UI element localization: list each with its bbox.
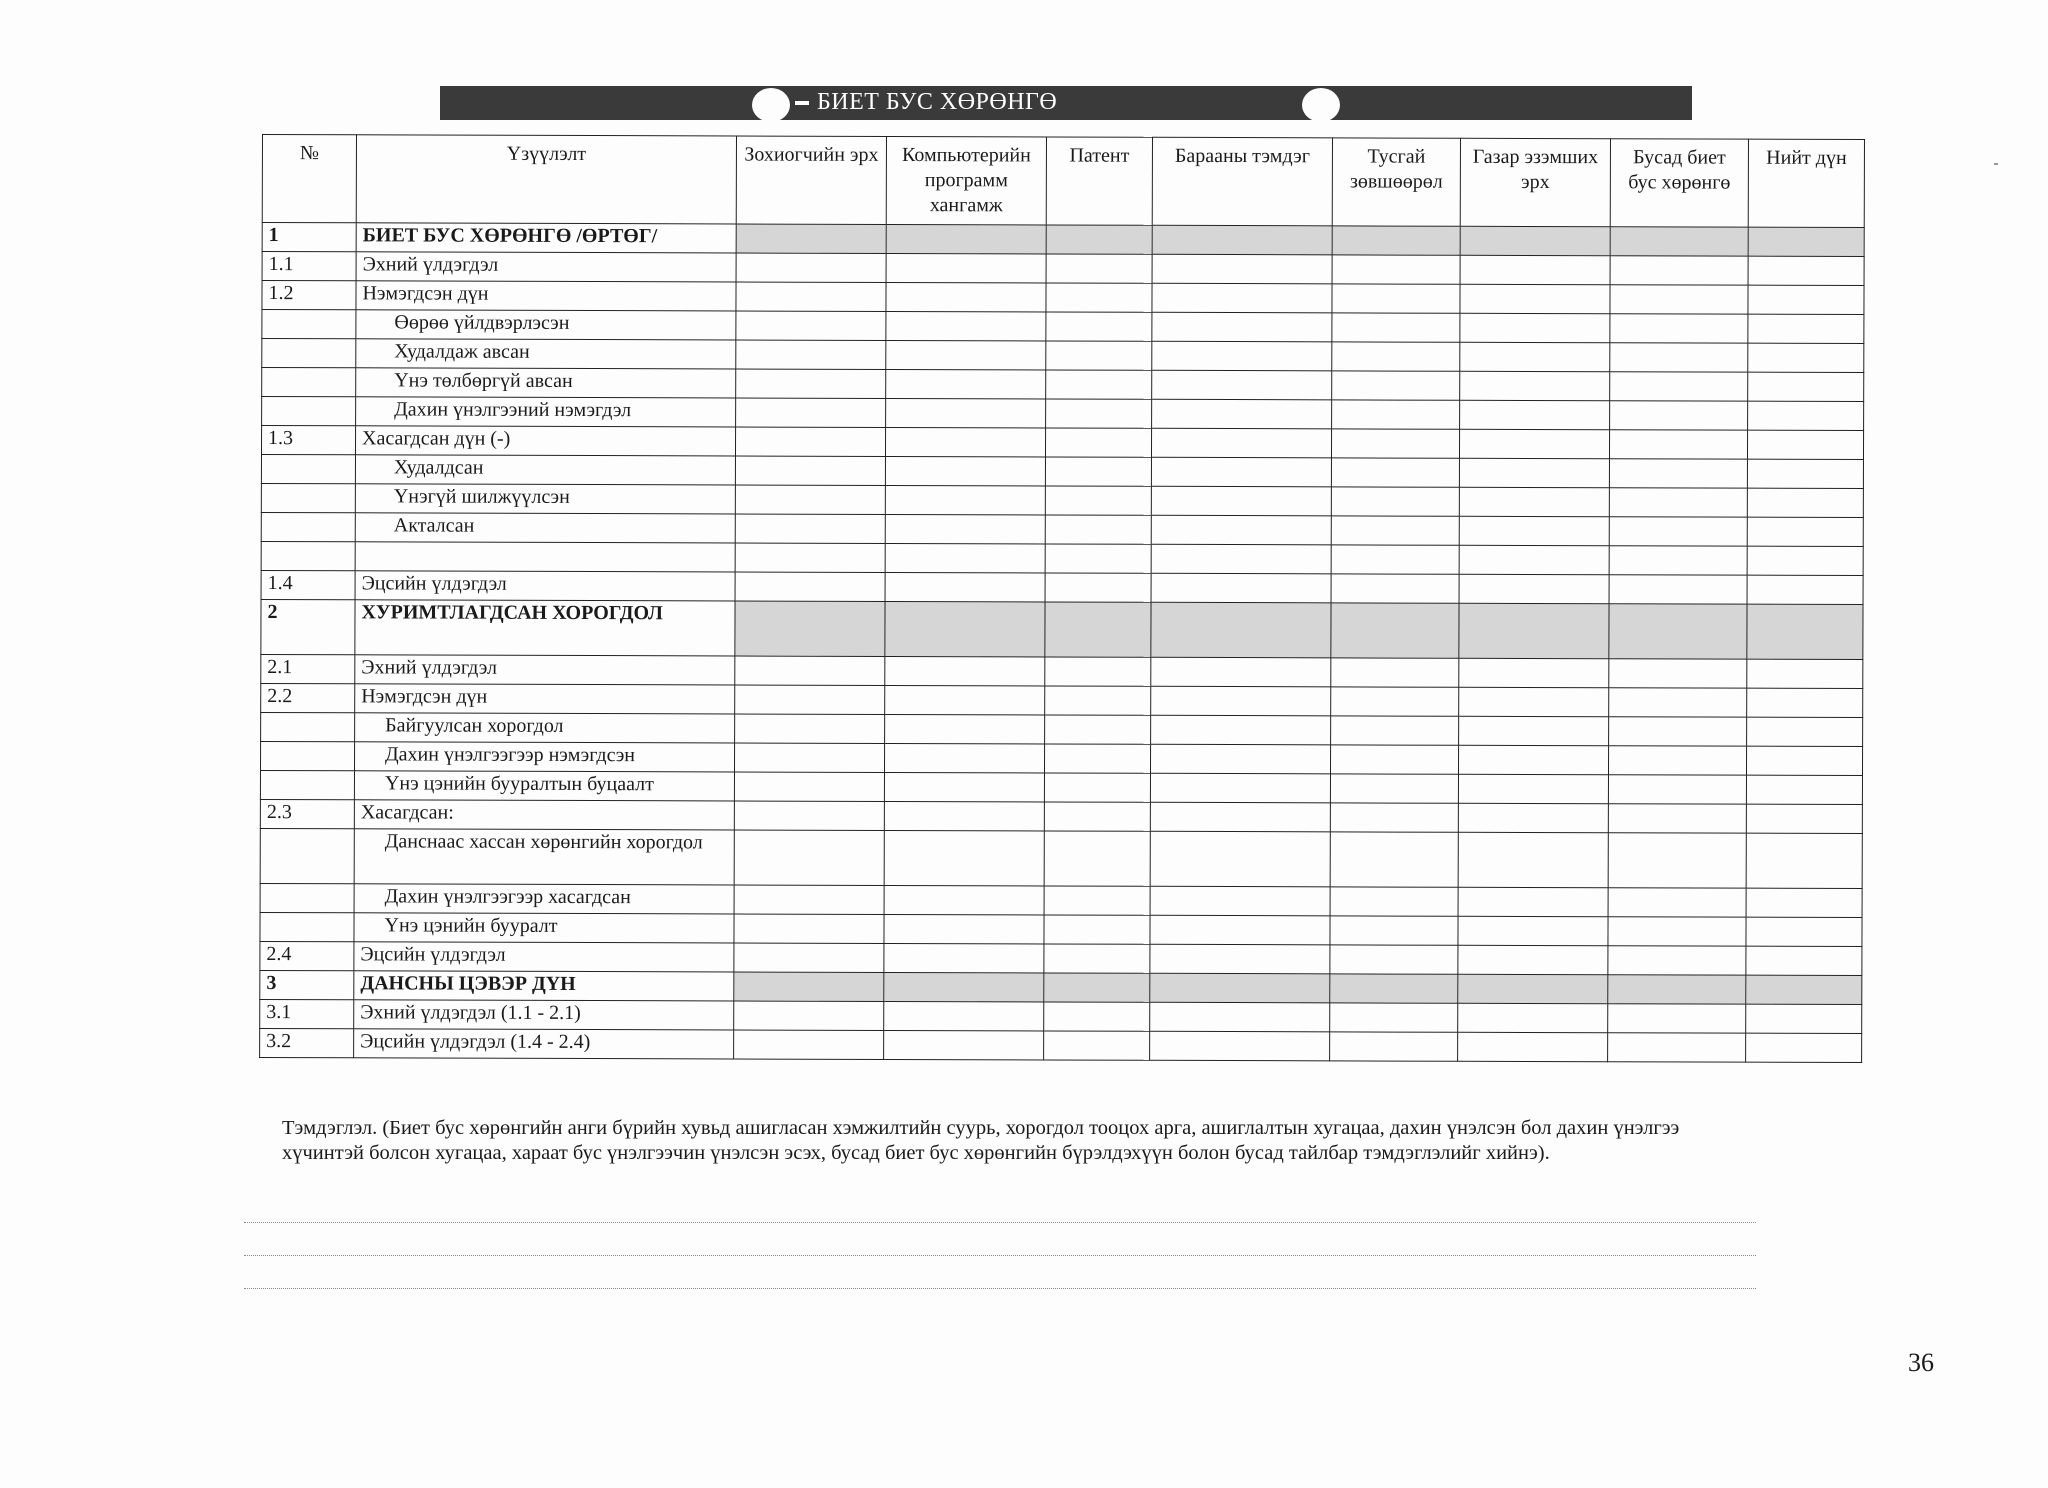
value-cell[interactable] [1609,430,1747,459]
value-cell[interactable] [1458,945,1608,974]
value-cell[interactable] [1609,546,1747,575]
row-label-cell: Хасагдсан: [354,800,734,830]
value-cell[interactable] [1151,428,1331,458]
value-cell[interactable] [1331,658,1459,687]
value-cell[interactable] [1044,802,1150,831]
value-cell[interactable] [736,224,886,253]
value-cell[interactable] [1609,604,1747,659]
value-cell[interactable] [1458,745,1608,774]
value-cell[interactable] [1150,886,1330,916]
value-cell[interactable] [885,572,1045,602]
value-cell[interactable] [884,772,1044,802]
fill-in-line [244,1288,1756,1289]
value-cell[interactable] [1459,716,1609,745]
value-cell[interactable] [1150,944,1330,974]
value-cell[interactable] [1151,515,1331,545]
value-cell[interactable] [735,601,885,656]
value-cell[interactable] [886,253,1046,283]
value-cell[interactable] [1458,974,1608,1003]
section-title: БИЕТ БУС ХӨРӨНГӨ [795,89,1057,116]
row-number-cell [261,541,355,570]
value-cell[interactable] [884,1001,1044,1031]
value-cell[interactable] [1610,372,1748,401]
value-cell[interactable] [1609,517,1747,546]
row-number-cell [260,828,354,883]
row-number-cell: 1.2 [262,281,356,310]
value-cell[interactable] [1044,1031,1150,1060]
value-cell[interactable] [735,543,885,572]
value-cell[interactable] [886,282,1046,312]
value-cell[interactable] [734,830,884,885]
section-title-bar [440,86,1692,120]
value-cell[interactable] [1331,545,1459,574]
value-cell[interactable] [1458,803,1608,832]
value-cell[interactable] [1746,1033,1862,1062]
value-cell[interactable] [1152,283,1332,313]
value-cell[interactable] [1152,312,1332,342]
value-cell[interactable] [884,943,1044,973]
value-cell[interactable] [1746,975,1862,1004]
value-cell[interactable] [1330,974,1458,1003]
value-cell[interactable] [735,656,885,685]
value-cell[interactable] [1459,545,1609,574]
row-label-cell: Нэмэгдсэн дүн [355,684,735,714]
value-cell[interactable] [1045,602,1151,657]
value-cell[interactable] [1610,314,1748,343]
value-cell[interactable] [1460,400,1610,429]
value-cell[interactable] [1609,459,1747,488]
value-cell[interactable] [734,743,884,772]
value-cell[interactable] [735,572,885,601]
value-cell[interactable] [884,972,1044,1002]
fill-in-line [244,1255,1756,1256]
value-cell[interactable] [885,714,1045,744]
table-row [260,1028,1862,1062]
value-cell[interactable] [1608,975,1746,1004]
intangible-assets-table [259,134,1865,1063]
value-cell[interactable] [1332,255,1460,284]
value-cell[interactable] [735,714,885,743]
value-cell[interactable] [1151,544,1331,574]
value-cell[interactable] [1746,917,1862,946]
value-cell[interactable] [1044,744,1150,773]
value-cell[interactable] [1746,746,1862,775]
value-cell[interactable] [885,427,1045,457]
value-cell[interactable] [1045,486,1151,515]
value-cell[interactable] [1331,687,1459,716]
value-cell[interactable] [1150,915,1330,945]
value-cell[interactable] [1608,1004,1746,1033]
value-cell[interactable] [1746,1004,1862,1033]
value-cell[interactable] [1459,487,1609,516]
value-cell[interactable] [1046,225,1152,254]
value-cell[interactable] [1608,1033,1746,1062]
value-cell[interactable] [1152,370,1332,400]
value-cell[interactable] [1746,888,1862,917]
value-cell[interactable] [1150,1031,1330,1061]
value-cell[interactable] [735,485,885,514]
value-cell[interactable] [1151,602,1331,658]
punch-hole [1302,88,1340,122]
header-other-intangibles: Бусад биет бус хөрөнгө [1610,139,1748,227]
value-cell[interactable] [1748,285,1864,314]
page-number: 36 [1908,1348,1934,1377]
table-row [260,828,1862,888]
value-cell[interactable] [1747,430,1863,459]
row-label-cell: Дахин үнэлгээний нэмэгдэл [356,397,736,427]
row-label-cell: ХУРИМТЛАГДСАН ХОРОГДОЛ [355,600,735,656]
value-cell[interactable] [1045,457,1151,486]
value-cell[interactable] [1608,917,1746,946]
row-number-cell [260,912,354,941]
value-cell[interactable] [734,1001,884,1030]
value-cell[interactable] [1152,399,1332,429]
row-number-cell [261,741,355,770]
row-label-cell: Эцсийн үлдэгдэл (1.4 - 2.4) [354,1029,734,1059]
header-indicator: Үзүүлэлт [356,135,736,224]
row-number-cell [260,770,354,799]
value-cell[interactable] [1150,773,1330,803]
value-cell[interactable] [884,801,1044,831]
value-cell[interactable] [1747,517,1863,546]
header-trademark: Барааны тэмдэг [1152,137,1332,226]
header-software: Компьютерийн программ хангамж [886,136,1046,225]
value-cell[interactable] [1044,831,1150,886]
value-cell[interactable] [1331,716,1459,745]
value-cell[interactable] [1746,804,1862,833]
value-cell[interactable] [736,369,886,398]
value-cell[interactable] [1044,1002,1150,1031]
value-cell[interactable] [1609,575,1747,604]
value-cell[interactable] [1748,343,1864,372]
value-cell[interactable] [1151,657,1331,687]
value-cell[interactable] [734,1030,884,1059]
value-cell[interactable] [1460,313,1610,342]
value-cell[interactable] [1459,603,1609,658]
value-cell[interactable] [1045,686,1151,715]
value-cell[interactable] [1747,546,1863,575]
value-cell[interactable] [1458,832,1608,887]
value-cell[interactable] [1045,544,1151,573]
value-cell[interactable] [1045,657,1151,686]
value-cell[interactable] [1458,916,1608,945]
value-cell[interactable] [1152,225,1332,255]
row-number-cell: 1.3 [261,426,355,455]
value-cell[interactable] [1610,401,1748,430]
value-cell[interactable] [885,456,1045,486]
value-cell[interactable] [1331,429,1459,458]
header-number: № [262,135,356,223]
value-cell[interactable] [1459,516,1609,545]
value-cell[interactable] [886,398,1046,428]
value-cell[interactable] [1332,226,1460,255]
value-cell[interactable] [1330,803,1458,832]
value-cell[interactable] [735,514,885,543]
row-label-cell: Худалдаж авсан [356,339,736,369]
value-cell[interactable] [735,427,885,456]
row-label-cell: Дахин үнэлгээгээр хасагдсан [354,884,734,914]
header-land-rights: Газар эзэмших эрх [1460,138,1610,226]
value-cell[interactable] [1150,831,1330,887]
value-cell[interactable] [884,1030,1044,1060]
value-cell[interactable] [1746,775,1862,804]
value-cell[interactable] [884,830,1044,886]
value-cell[interactable] [1608,946,1746,975]
table-header-row [262,135,1864,228]
row-label-cell: Эцсийн үлдэгдэл [355,571,735,601]
row-number-cell [262,397,356,426]
value-cell[interactable] [1044,973,1150,1002]
value-cell[interactable] [1610,343,1748,372]
row-label-cell: Эхний үлдэгдэл (1.1 - 2.1) [354,1000,734,1030]
value-cell[interactable] [1747,717,1863,746]
value-cell[interactable] [886,311,1046,341]
row-label-cell: Эхний үлдэгдэл [355,655,735,685]
value-cell[interactable] [1330,745,1458,774]
value-cell[interactable] [1330,1032,1458,1061]
value-cell[interactable] [1460,226,1610,255]
value-cell[interactable] [1045,515,1151,544]
row-number-cell [261,455,355,484]
fill-in-line [244,1222,1756,1223]
value-cell[interactable] [1331,574,1459,603]
row-number-cell: 1 [262,223,356,252]
value-cell[interactable] [1608,888,1746,917]
header-copyright: Зохиогчийн эрх [736,136,886,224]
value-cell[interactable] [885,543,1045,573]
row-label-cell: БИЕТ БУС ХӨРӨНГӨ /ӨРТӨГ/ [356,223,736,253]
row-number-cell: 3.1 [260,999,354,1028]
value-cell[interactable] [1608,804,1746,833]
row-number-cell: 2.4 [260,941,354,970]
value-cell[interactable] [886,340,1046,370]
row-label-cell: Данснаас хассан хөрөнгийн хорогдол [354,829,734,885]
value-cell[interactable] [1747,459,1863,488]
value-cell[interactable] [1046,254,1152,283]
value-cell[interactable] [884,914,1044,944]
value-cell[interactable] [736,311,886,340]
value-cell[interactable] [1152,341,1332,371]
value-cell[interactable] [1045,715,1151,744]
row-number-cell [261,712,355,741]
row-label-cell: Үнэ цэнийн бууралтын буцаалт [354,771,734,801]
value-cell[interactable] [886,369,1046,399]
punch-hole [752,88,790,122]
row-label-cell: Үнэ төлбөргүй авсан [356,368,736,398]
value-cell[interactable] [886,224,1046,254]
value-cell[interactable] [1748,372,1864,401]
value-cell[interactable] [1045,428,1151,457]
value-cell[interactable] [885,485,1045,515]
row-label-cell: Хасагдсан дүн (-) [355,426,735,456]
value-cell[interactable] [1748,256,1864,285]
value-cell[interactable] [1746,833,1862,888]
value-cell[interactable] [884,743,1044,773]
value-cell[interactable] [885,656,1045,686]
value-cell[interactable] [1460,371,1610,400]
value-cell[interactable] [1610,227,1748,256]
table-row [261,599,1863,659]
value-cell[interactable] [1045,573,1151,602]
value-cell[interactable] [1748,314,1864,343]
row-number-cell [262,368,356,397]
value-cell[interactable] [734,885,884,914]
value-cell[interactable] [1331,603,1459,658]
value-cell[interactable] [1610,285,1748,314]
value-cell[interactable] [1151,686,1331,716]
value-cell[interactable] [1458,1032,1608,1061]
row-number-cell: 2 [261,599,355,654]
value-cell[interactable] [1046,312,1152,341]
row-number-cell [261,512,355,541]
value-cell[interactable] [1331,487,1459,516]
value-cell[interactable] [1747,688,1863,717]
value-cell[interactable] [1330,1003,1458,1032]
value-cell[interactable] [1609,688,1747,717]
value-cell[interactable] [1460,284,1610,313]
row-label-cell: Эхний үлдэгдэл [356,252,736,282]
footnote: Тэмдэглэл. (Биет бус хөрөнгийн анги бүрийн хувьд ашигласан хэмжилтийн суурь, хорогдол тооцох арга, ашиглалтын хугацаа, дахин үнэлсэн бол дахин үнэлгээ хүчинтэй болсон хугацаа, хараат бус үнэлгээчин үнэлсэн эсэх, бусад биет бус хөрөнгийн бүрэлдэхүүн болон бусад тайлбар тэмдэглэлийг хийнэ). [282,1117,1680,1164]
value-cell[interactable] [1046,283,1152,312]
value-cell[interactable] [1330,916,1458,945]
row-label-cell: Байгуулсан хорогдол [355,713,735,743]
value-cell[interactable] [884,885,1044,915]
row-label-cell: Акталсан [355,513,735,543]
value-cell[interactable] [885,685,1045,715]
value-cell[interactable] [1151,486,1331,516]
table-body [260,223,1865,1063]
value-cell[interactable] [1331,516,1459,545]
value-cell[interactable] [1332,313,1460,342]
row-number-cell: 3 [260,970,354,999]
value-cell[interactable] [735,685,885,714]
value-cell[interactable] [1331,458,1459,487]
value-cell[interactable] [1150,744,1330,774]
row-label-cell: ДАНСНЫ ЦЭВЭР ДҮН [354,971,734,1001]
value-cell[interactable] [734,943,884,972]
value-cell[interactable] [1608,833,1746,888]
row-number-cell [262,310,356,339]
value-cell[interactable] [1332,284,1460,313]
row-label-cell: Нэмэгдсэн дүн [356,281,736,311]
row-number-cell: 1.4 [261,570,355,599]
value-cell[interactable] [1044,773,1150,802]
header-total: Нийт дүн [1748,139,1864,227]
row-number-cell: 1.1 [262,252,356,281]
value-cell[interactable] [1459,658,1609,687]
value-cell[interactable] [1046,341,1152,370]
value-cell[interactable] [1044,944,1150,973]
row-label-cell: Эцсийн үлдэгдэл [354,942,734,972]
value-cell[interactable] [1151,715,1331,745]
value-cell[interactable] [1150,802,1330,832]
value-cell[interactable] [1330,774,1458,803]
value-cell[interactable] [1460,342,1610,371]
value-cell[interactable] [1460,255,1610,284]
row-number-cell: 2.1 [261,654,355,683]
value-cell[interactable] [1748,401,1864,430]
value-cell[interactable] [1046,370,1152,399]
value-cell[interactable] [1459,687,1609,716]
row-label-cell: Өөрөө үйлдвэрлэсэн [356,310,736,340]
row-label-cell: Үнэгүй шилжүүлсэн [355,484,735,514]
value-cell[interactable] [1332,400,1460,429]
row-label-cell [355,542,735,572]
value-cell[interactable] [736,253,886,282]
row-number-cell [261,483,355,512]
value-cell[interactable] [735,456,885,485]
value-cell[interactable] [1746,946,1862,975]
row-number-cell: 3.2 [260,1028,354,1057]
value-cell[interactable] [1330,887,1458,916]
value-cell[interactable] [1459,429,1609,458]
row-label-cell: Үнэ цэнийн бууралт [354,913,734,943]
header-license: Тусгай зөвшөөрөл [1332,138,1460,226]
value-cell[interactable] [1608,775,1746,804]
value-cell[interactable] [1046,399,1152,428]
value-cell[interactable] [1459,574,1609,603]
value-cell[interactable] [1044,886,1150,915]
value-cell[interactable] [1458,774,1608,803]
header-patent: Патент [1046,137,1152,225]
value-cell[interactable] [1330,832,1458,887]
value-cell[interactable] [1332,371,1460,400]
value-cell[interactable] [1151,573,1331,603]
value-cell[interactable] [1044,915,1150,944]
value-cell[interactable] [1332,342,1460,371]
value-cell[interactable] [1747,488,1863,517]
value-cell[interactable] [885,514,1045,544]
row-number-cell: 2.2 [261,683,355,712]
value-cell[interactable] [1458,1003,1608,1032]
value-cell[interactable] [734,772,884,801]
row-number-cell [260,883,354,912]
value-cell[interactable] [1747,575,1863,604]
value-cell[interactable] [1608,746,1746,775]
value-cell[interactable] [1610,256,1748,285]
value-cell[interactable] [734,972,884,1001]
value-cell[interactable] [1747,659,1863,688]
value-cell[interactable] [734,914,884,943]
value-cell[interactable] [736,398,886,427]
row-number-cell [262,339,356,368]
value-cell[interactable] [1150,1002,1330,1032]
row-label-cell: Худалдсан [355,455,735,485]
value-cell[interactable] [736,282,886,311]
row-number-cell: 2.3 [260,799,354,828]
value-cell[interactable] [1609,717,1747,746]
value-cell[interactable] [1459,458,1609,487]
value-cell[interactable] [1330,945,1458,974]
row-label-cell: Дахин үнэлгээгээр нэмэгдсэн [354,742,734,772]
value-cell[interactable] [1152,254,1332,284]
value-cell[interactable] [1151,457,1331,487]
value-cell[interactable] [1150,973,1330,1003]
value-cell[interactable] [885,601,1045,657]
value-cell[interactable] [1748,227,1864,256]
value-cell[interactable] [736,340,886,369]
value-cell[interactable] [1609,659,1747,688]
value-cell[interactable] [1609,488,1747,517]
value-cell[interactable] [1747,604,1863,659]
value-cell[interactable] [1458,887,1608,916]
value-cell[interactable] [734,801,884,830]
scan-speck [1994,163,1998,165]
